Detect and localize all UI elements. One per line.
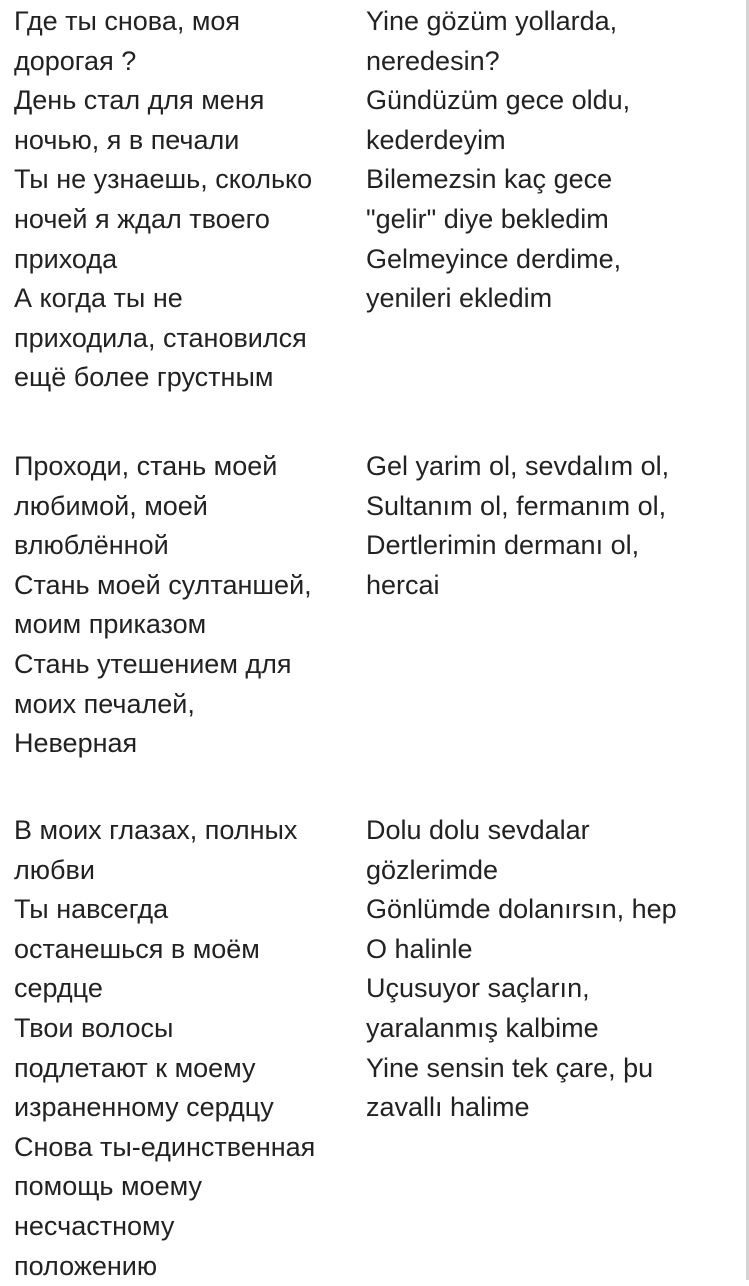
russian-line: Твои волосы bbox=[14, 1012, 174, 1043]
russian-line: несчастному bbox=[14, 1210, 175, 1241]
russian-line: Ты не узнаешь, сколько bbox=[14, 164, 313, 195]
russian-line: моих печалей, bbox=[14, 688, 195, 719]
russian-line: прихода bbox=[14, 243, 118, 274]
russian-line: любви bbox=[14, 854, 95, 885]
turkish-line: zavallı halime bbox=[366, 1092, 530, 1123]
russian-line: сердце bbox=[14, 973, 103, 1004]
turkish-line: yenileri ekledim bbox=[366, 283, 553, 314]
turkish-line: gözlerimde bbox=[366, 854, 499, 885]
russian-line: Где ты снова, моя bbox=[14, 6, 241, 36]
russian-line: израненному сердцу bbox=[14, 1092, 274, 1123]
turkish-line: hercai bbox=[366, 569, 440, 600]
russian-line: День стал для меня bbox=[14, 85, 265, 116]
turkish-line: O halinle bbox=[366, 933, 473, 964]
turkish-line: Dertlerimin dermanı ol, bbox=[366, 530, 640, 561]
turkish-line: Gelmeyince derdime, bbox=[366, 243, 622, 274]
russian-line: В моих глазах, полных bbox=[14, 815, 298, 845]
turkish-line: Uçusuyor saçların, bbox=[366, 973, 590, 1004]
turkish-column bbox=[366, 447, 734, 764]
russian-line: помощь моему bbox=[14, 1171, 202, 1202]
turkish-line: Dolu dolu sevdalar bbox=[366, 815, 590, 845]
russian-line: подлетают к моему bbox=[14, 1052, 256, 1083]
russian-line: моим приказом bbox=[14, 609, 207, 640]
turkish-line: Yine sensin tek çare, þu bbox=[366, 1052, 654, 1083]
russian-line: ночей я ждал твоего bbox=[14, 203, 270, 234]
russian-line: Неверная bbox=[14, 728, 138, 759]
russian-column bbox=[14, 811, 366, 1286]
turkish-line: Sultanım ol, fermanım ol, bbox=[366, 490, 667, 521]
turkish-line: Yine gözüm yollarda, bbox=[366, 6, 618, 36]
russian-line: любимой, моей bbox=[14, 490, 208, 521]
turkish-line: Gel yarim ol, sevdalım ol, bbox=[366, 451, 670, 481]
turkish-line: yaralanmış kalbime bbox=[366, 1012, 599, 1043]
russian-line: Стань утешением для bbox=[14, 648, 292, 679]
turkish-column bbox=[366, 811, 734, 1286]
turkish-line: Gündüzüm gece oldu, bbox=[366, 85, 631, 116]
turkish-line: "gelir" diye bekledim bbox=[366, 203, 609, 234]
russian-line: ещё более грустным bbox=[14, 362, 274, 393]
turkish-line: Bilemezsin kaç gece bbox=[366, 164, 613, 195]
russian-line: Снова ты-единственная bbox=[14, 1131, 316, 1162]
turkish-line: neredesin? bbox=[366, 45, 500, 76]
stanza-1 bbox=[14, 2, 734, 398]
russian-line: положению bbox=[14, 1250, 158, 1281]
stanza-3 bbox=[14, 811, 734, 1286]
russian-line: Стань моей султаншей, bbox=[14, 569, 312, 600]
russian-line: останешься в моём bbox=[14, 933, 260, 964]
russian-line: А когда ты не bbox=[14, 283, 183, 314]
russian-line: дорогая ? bbox=[14, 45, 137, 76]
russian-line: ночью, я в печали bbox=[14, 124, 240, 155]
turkish-line: Gönlümde dolanırsın, hep bbox=[366, 894, 677, 925]
russian-column bbox=[14, 447, 366, 764]
turkish-line: kederdeyim bbox=[366, 124, 506, 155]
russian-line: Проходи, стань моей bbox=[14, 451, 278, 481]
russian-line: приходила, становился bbox=[14, 322, 307, 353]
turkish-column bbox=[366, 2, 734, 398]
stanza-2 bbox=[14, 447, 734, 764]
russian-column bbox=[14, 2, 366, 398]
russian-line: Ты навсегда bbox=[14, 894, 169, 925]
russian-line: влюблённой bbox=[14, 530, 169, 561]
